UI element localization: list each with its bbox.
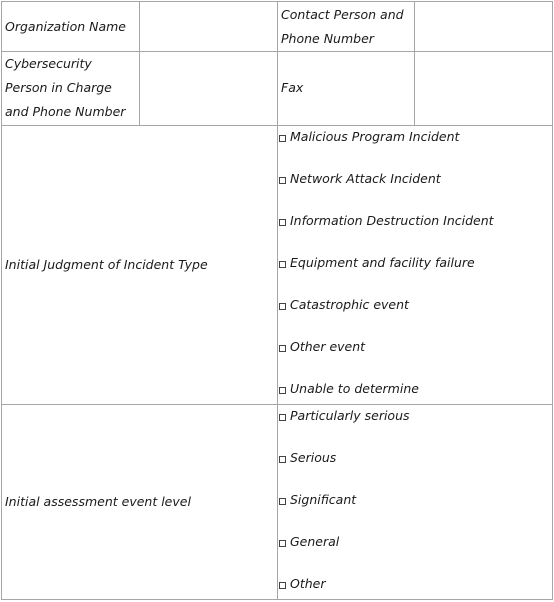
checkbox-icon[interactable] (279, 456, 286, 463)
incident-type-option-unable-to-determine[interactable] (279, 380, 419, 398)
contact-person-label: Contact Person and Phone Number (278, 2, 415, 52)
checkbox-icon[interactable] (279, 345, 286, 352)
option-label: Particularly serious (290, 408, 410, 423)
option-label: Malicious Program Incident (290, 128, 460, 144)
organization-name-label: Organization Name (2, 2, 140, 52)
option-label: Serious (290, 450, 337, 465)
event-level-option-other[interactable] (279, 575, 326, 593)
checkbox-icon[interactable] (279, 414, 286, 421)
checkbox-icon[interactable] (279, 303, 286, 310)
incident-report-form (1, 1, 553, 600)
incident-type-row (2, 125, 553, 404)
event-level-option-general[interactable] (279, 533, 339, 551)
event-level-label: Initial assessment event level (2, 405, 278, 600)
event-level-option-significant[interactable] (279, 491, 356, 509)
option-label: Other (290, 576, 326, 591)
checkbox-icon[interactable] (279, 540, 286, 547)
incident-type-option-catastrophic-event[interactable] (279, 296, 409, 314)
option-label: Unable to determine (290, 380, 419, 396)
option-label: Significant (290, 492, 357, 507)
event-level-row (2, 405, 553, 600)
incident-type-option-malicious-program[interactable] (279, 128, 459, 146)
contact-person-field[interactable] (415, 2, 553, 52)
incident-type-label: Initial Judgment of Incident Type (2, 125, 278, 404)
option-label: Equipment and facility failure (290, 254, 475, 270)
checkbox-icon[interactable] (279, 177, 286, 184)
incident-type-option-other-event[interactable] (279, 338, 365, 356)
checkbox-icon[interactable] (279, 387, 286, 394)
checkbox-icon[interactable] (279, 498, 286, 505)
incident-type-option-information-destruction[interactable] (279, 212, 494, 230)
checkbox-icon[interactable] (279, 582, 286, 589)
option-label: Other event (290, 338, 366, 354)
checkbox-icon[interactable] (279, 219, 286, 226)
incident-type-option-equipment-failure[interactable] (279, 254, 475, 272)
organization-row (2, 2, 553, 52)
option-label: General (290, 534, 340, 549)
cybersecurity-row (2, 52, 553, 125)
option-label: Catastrophic event (290, 296, 409, 312)
fax-field[interactable] (415, 52, 553, 125)
fax-label: Fax (278, 52, 415, 125)
incident-type-option-network-attack[interactable] (279, 170, 441, 188)
event-level-option-serious[interactable] (279, 449, 336, 467)
organization-name-field[interactable] (140, 2, 278, 52)
cybersecurity-person-field[interactable] (140, 52, 278, 125)
event-level-option-particularly-serious[interactable] (279, 407, 410, 425)
option-label: Network Attack Incident (290, 170, 441, 186)
cybersecurity-person-label: Cybersecurity Person in Charge and Phone Number (2, 52, 140, 125)
checkbox-icon[interactable] (279, 135, 286, 142)
option-label: Information Destruction Incident (290, 212, 494, 228)
event-level-options (278, 405, 553, 600)
incident-type-options (278, 125, 553, 404)
checkbox-icon[interactable] (279, 261, 286, 268)
